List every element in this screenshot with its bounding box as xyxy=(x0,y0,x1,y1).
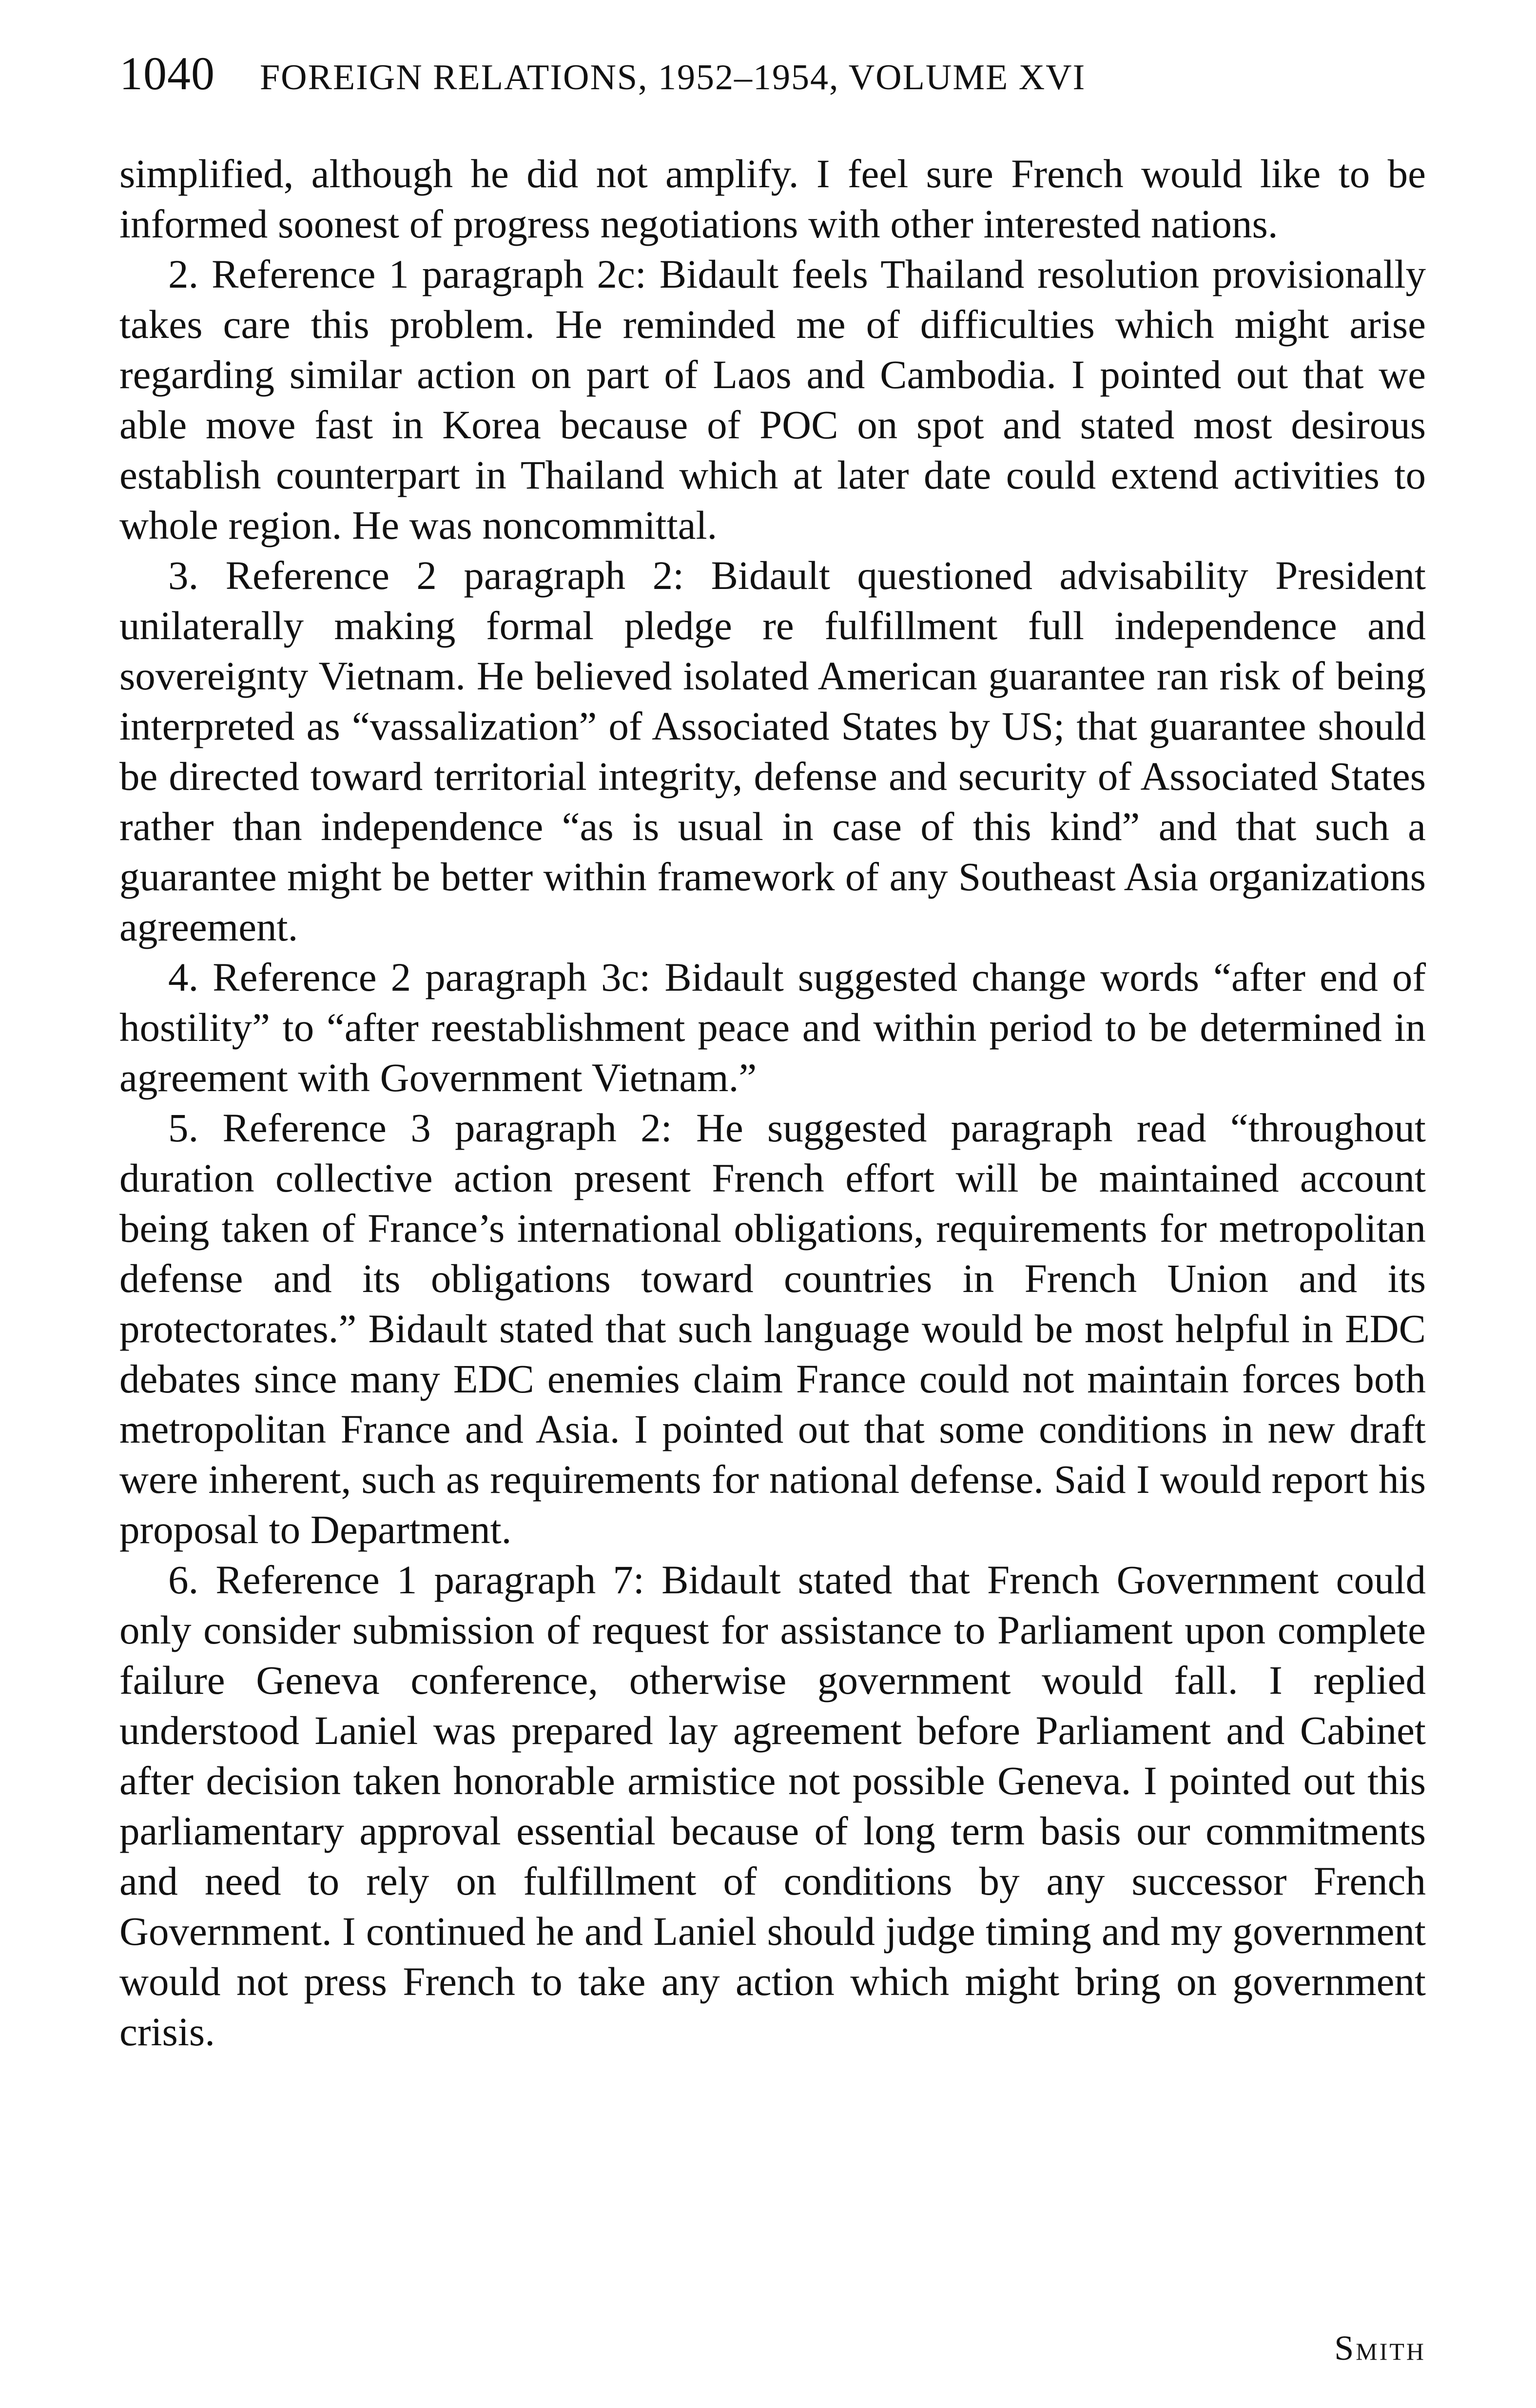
signature: Smith xyxy=(1334,2329,1426,2368)
paragraph-5: 5. Reference 3 paragraph 2: He suggested paragraph read “throughout duration collective action present French effort will be maintained account being taken of France’s international obligations, requirements for metropolitan defense and its obligations toward countries in French Union and its protectorates.” Bidault stated that such language would be most helpful in EDC debates since many EDC enemies claim France could not maintain forces both metropolitan France and Asia. I pointed out that some conditions in new draft were inherent, such as requirements for national defense. Said I would report his proposal to Department. xyxy=(119,1105,1426,1552)
paragraph-4: 4. Reference 2 paragraph 3c: Bidault suggested change words “after end of hostility” to “after reestablishment peace and within period to be determined in agreement with Government Vietnam.” xyxy=(119,955,1426,1100)
document-page xyxy=(119,46,1426,2368)
running-title: FOREIGN RELATIONS, 1952–1954, VOLUME XVI xyxy=(260,58,1086,98)
paragraph-6: 6. Reference 1 paragraph 7: Bidault stated that French Government could only consider submission of request for assistance to Parliament upon complete failure Geneva conference, otherwise government would fall. I replied understood Laniel was prepared lay agreement before Parliament and Cabinet after decision taken honorable armistice not possible Geneva. I pointed out this parliamentary approval essential because of long term basis our commitments and need to rely on fulfillment of conditions by any successor French Government. I continued he and Laniel should judge timing and my government would not press French to take any action which might bring on government crisis. xyxy=(119,1557,1426,2054)
page-header xyxy=(119,46,1426,124)
paragraph-2: 2. Reference 1 paragraph 2c: Bidault feels Thailand resolution provisionally takes care this problem. He reminded me of difficulties which might arise regarding similar action on part of Laos and Cambodia. I pointed out that we able move fast in Korea because of POC on spot and stated most desirous establish counterpart in Thailand which at later date could extend activities to whole region. He was noncommittal. xyxy=(119,252,1426,548)
page-number: 1040 xyxy=(119,47,215,99)
paragraph-3: 3. Reference 2 paragraph 2: Bidault questioned advisability President unilaterally making formal pledge re fulfillment full independence and sovereignty Vietnam. He believed isolated American guarantee ran risk of being interpreted as “vassalization” of Associated States by US; that guarantee should be directed toward territorial integrity, defense and security of Associated States rather than independence “as is usual in case of this kind” and that such a guarantee might be better within framework of any Southeast Asia organizations agreement. xyxy=(119,553,1426,949)
paragraph-continuation: simplified, although he did not amplify. I feel sure French would like to be informed soonest of progress negotiations with other interested nations. xyxy=(119,151,1426,246)
document-body xyxy=(119,149,1426,2057)
